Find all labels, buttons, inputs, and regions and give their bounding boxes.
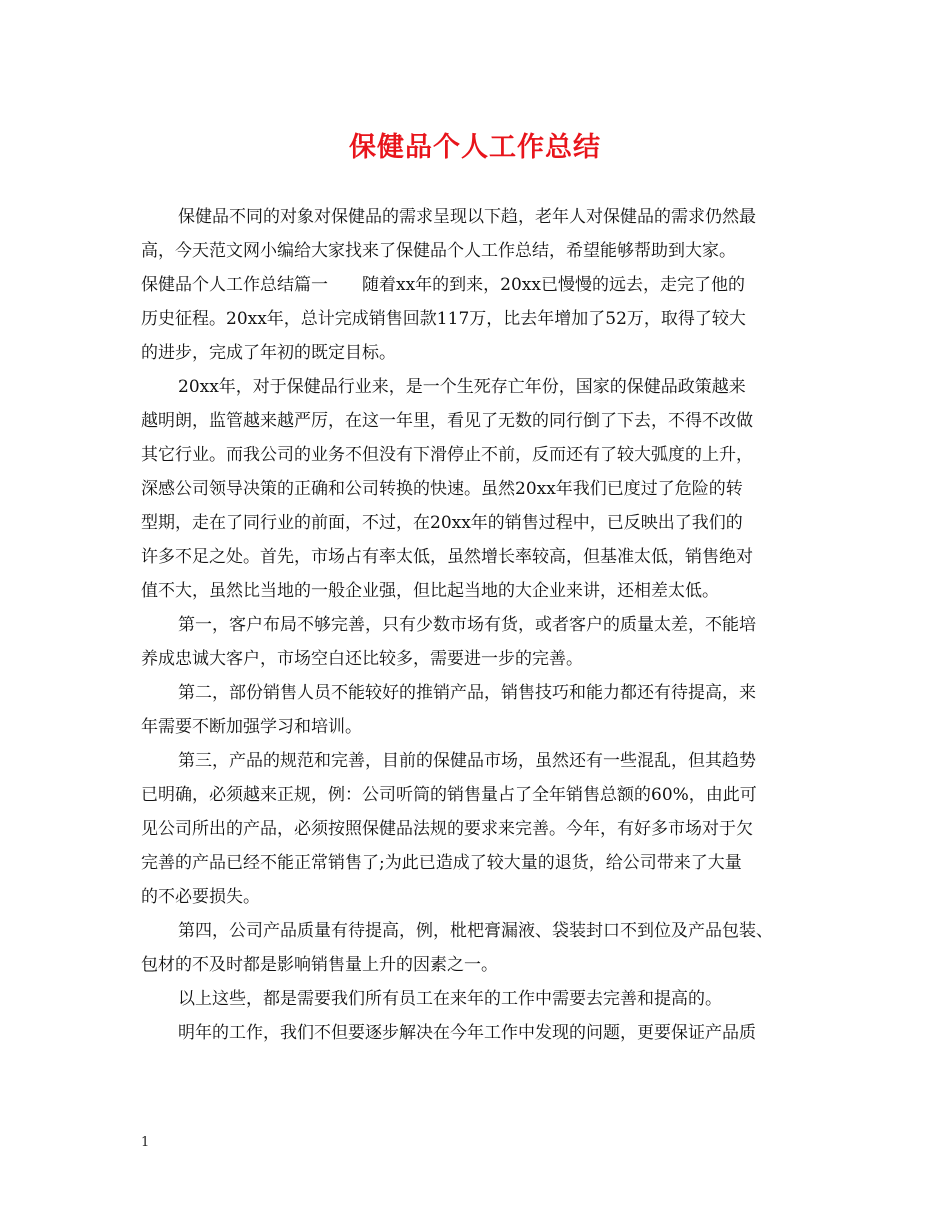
body-line: 完善的产品已经不能正常销售了;为此已造成了较大量的退货，给公司带来了大量	[141, 853, 742, 873]
body-line: 明年的工作，我们不但要逐步解决在今年工作中发现的问题，更要保证产品质	[178, 1023, 756, 1043]
body-line: 保健品个人工作总结篇一 随着xx年的到来，20xx已慢慢的远去，走完了他的	[141, 275, 745, 295]
body-line: 已明确，必须越来正规，例：公司听筒的销售量占了全年销售总额的60%，由此可	[141, 785, 757, 805]
body-line: 第二，部份销售人员不能较好的推销产品，销售技巧和能力都还有待提高，来	[178, 683, 756, 703]
body-line: 养成忠诚大客户，市场空白还比较多，需要进一步的完善。	[141, 649, 583, 669]
page-number: 1	[141, 1135, 150, 1150]
body-line: 深感公司领导决策的正确和公司转换的快速。虽然20xx年我们已度过了危险的转	[141, 479, 743, 499]
body-line: 年需要不断加强学习和培训。	[141, 717, 362, 737]
body-line: 20xx年，对于保健品行业来，是一个生死存亡年份，国家的保健品政策越来	[178, 377, 746, 397]
body-line: 越明朗，监管越来越严厉，在这一年里，看见了无数的同行倒了下去，不得不改做	[141, 411, 753, 431]
body-line: 值不大，虽然比当地的一般企业强，但比起当地的大企业来讲，还相差太低。	[141, 581, 719, 601]
body-line: 高，今天范文网小编给大家找来了保健品个人工作总结，希望能够帮助到大家。	[141, 241, 736, 261]
body-line: 保健品不同的对象对保健品的需求呈现以下趋，老年人对保健品的需求仍然最	[178, 207, 756, 227]
document-title: 保健品个人工作总结	[349, 132, 601, 163]
body-line: 型期，走在了同行业的前面，不过，在20xx年的销售过程中，已反映出了我们的	[141, 513, 743, 533]
body-line: 其它行业。而我公司的业务不但没有下滑停止不前，反而还有了较大弧度的上升，	[141, 445, 753, 465]
body-line: 以上这些，都是需要我们所有员工在来年的工作中需要去完善和提高的。	[178, 989, 722, 1009]
body-line: 第三，产品的规范和完善，目前的保健品市场，虽然还有一些混乱，但其趋势	[178, 751, 756, 771]
body-line: 历史征程。20xx年，总计完成销售回款117万，比去年增加了52万，取得了较大	[141, 309, 746, 329]
body-line: 见公司所出的产品，必须按照保健品法规的要求来完善。今年，有好多市场对于欠	[141, 819, 753, 839]
body-line: 第四，公司产品质量有待提高，例，枇杷膏漏液、袋装封口不到位及产品包装、	[178, 921, 773, 941]
body-line: 许多不足之处。首先，市场占有率太低，虽然增长率较高，但基准太低，销售绝对	[141, 547, 753, 567]
body-line: 的不必要损失。	[141, 887, 260, 907]
body-line: 包材的不及时都是影响销售量上升的因素之一。	[141, 955, 498, 975]
body-line: 第一，客户布局不够完善，只有少数市场有货，或者客户的质量太差，不能培	[178, 615, 756, 635]
document-body	[141, 200, 841, 1050]
body-line: 的进步，完成了年初的既定目标。	[141, 343, 396, 363]
